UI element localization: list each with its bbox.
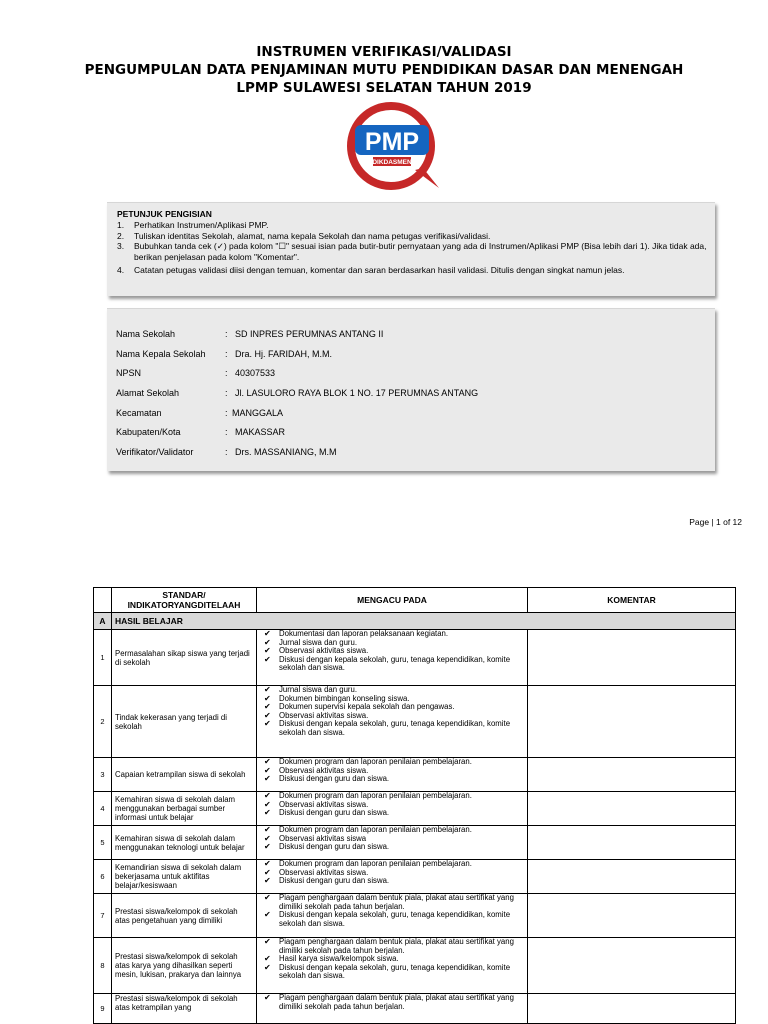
page-number: Page | 1 of 12 <box>689 517 742 527</box>
row-references <box>257 994 528 1024</box>
reference-item <box>260 809 524 818</box>
instructions-title: PETUNJUK PENGISIAN <box>117 209 212 219</box>
check-icon: ✔ <box>264 833 271 843</box>
reference-item <box>260 720 524 737</box>
check-icon: ✔ <box>264 629 271 638</box>
row-number: 2 <box>94 686 112 758</box>
identity-colon: : <box>225 329 228 339</box>
reference-text: Dokumen program dan laporan penilaian pembelajaran. <box>279 825 472 834</box>
row-standard: Tindak kekerasan yang terjadi di sekolah <box>112 686 257 758</box>
check-icon: ✔ <box>264 808 271 818</box>
reference-item <box>260 938 524 955</box>
identity-value: SD INPRES PERUMNAS ANTANG II <box>235 329 384 339</box>
check-icon: ✔ <box>264 719 271 729</box>
reference-text: Jurnal siswa dan guru. <box>279 685 358 694</box>
instruction-text: Perhatikan Instrumen/Aplikasi PMP. <box>134 220 269 230</box>
table-row <box>94 686 736 758</box>
row-references <box>257 792 528 826</box>
table-row <box>94 860 736 894</box>
instruction-number: 3. <box>117 241 125 251</box>
row-standard: Permasalahan sikap siswa yang terjadi di sekolah <box>112 630 257 686</box>
col-header-mengacu: MENGACU PADA <box>257 588 528 613</box>
logo-text: PMP <box>364 128 420 156</box>
col-header-standar: STANDAR/ INDIKATORYANGDITELAAH <box>112 588 257 613</box>
check-icon: ✔ <box>264 867 271 877</box>
table-row <box>94 792 736 826</box>
check-icon: ✔ <box>264 993 271 1002</box>
check-icon: ✔ <box>264 693 271 703</box>
row-comment-cell[interactable] <box>528 894 736 938</box>
reference-text: Diskusi dengan guru dan siswa. <box>279 774 390 784</box>
row-number: 8 <box>94 938 112 994</box>
table-row <box>94 938 736 994</box>
pmp-logo <box>335 100 455 196</box>
check-icon: ✔ <box>264 910 271 920</box>
reference-text: Dokumen program dan laporan penilaian pembelajaran. <box>279 791 472 800</box>
reference-item <box>260 656 524 673</box>
instructions-list <box>117 220 707 276</box>
identity-value: 40307533 <box>235 368 276 378</box>
reference-text: Piagam penghargaan dalam bentuk piala, plakat atau sertifikat yang dimiliki sekolah pada tahun berjalan. <box>279 893 514 911</box>
reference-item <box>260 911 524 928</box>
identity-colon: : <box>225 368 228 378</box>
row-standard: Kemahiran siswa di sekolah dalam menggunakan teknologi untuk belajar <box>112 826 257 860</box>
verification-table <box>93 587 736 1024</box>
instruction-item <box>117 231 707 242</box>
row-references <box>257 758 528 792</box>
row-number: 3 <box>94 758 112 792</box>
identity-value: MANGGALA <box>232 408 284 418</box>
row-references <box>257 860 528 894</box>
identity-label: Nama Sekolah <box>116 329 176 339</box>
check-icon: ✔ <box>264 954 271 964</box>
check-icon: ✔ <box>264 757 271 766</box>
row-number: 1 <box>94 630 112 686</box>
identity-label: Kecamatan <box>116 408 162 418</box>
row-number: 4 <box>94 792 112 826</box>
check-icon: ✔ <box>264 685 271 694</box>
table-row <box>94 630 736 686</box>
identity-label: Kabupaten/Kota <box>116 427 181 437</box>
reference-item <box>260 894 524 911</box>
identity-colon: : <box>225 349 228 359</box>
identity-value: MAKASSAR <box>235 427 286 437</box>
instruction-number: 1. <box>117 220 125 230</box>
row-number: 9 <box>94 994 112 1024</box>
reference-text: Diskusi dengan guru dan siswa. <box>279 876 390 886</box>
reference-text: Observasi aktivitas siswa. <box>279 799 369 809</box>
identity-label: Nama Kepala Sekolah <box>116 349 206 359</box>
section-row <box>94 613 736 630</box>
instruction-number: 2. <box>117 230 125 241</box>
reference-text: Hasil karya siswa/kelompok siswa. <box>279 954 399 964</box>
row-number: 5 <box>94 826 112 860</box>
reference-item <box>260 775 524 784</box>
identity-colon: : <box>225 388 228 398</box>
check-icon: ✔ <box>264 710 271 720</box>
reference-text: Diskusi dengan kepala sekolah, guru, tenaga kependidikan, komite sekolah dan siswa. <box>279 910 511 928</box>
row-comment-cell[interactable] <box>528 758 736 792</box>
reference-text: Jurnal siswa dan guru. <box>279 637 358 647</box>
identity-value: Jl. LASULORO RAYA BLOK 1 NO. 17 PERUMNAS ANTANG <box>235 388 479 398</box>
table-row <box>94 826 736 860</box>
check-icon: ✔ <box>264 825 271 834</box>
instruction-text: Bubuhkan tanda cek (✓) pada kolom "☐" sesuai isian pada butir-butir pernyataan yang ada di Instrumen/Aplikasi PMP (Bisa lebih dari 1). Jika tidak ada, berikan penjelasan pada kolom "Komentar". <box>134 241 707 262</box>
reference-text: Diskusi dengan guru dan siswa. <box>279 842 390 852</box>
row-standard: Kemandirian siswa di sekolah dalam bekerjasama untuk aktifitas belajar/kesiswaan <box>112 860 257 894</box>
reference-text: Observasi aktivitas siswa. <box>279 765 369 775</box>
section-code: A <box>94 613 112 630</box>
row-comment-cell[interactable] <box>528 938 736 994</box>
row-references <box>257 894 528 938</box>
instruction-text: Tuliskan identitas Sekolah, alamat, nama kepala Sekolah dan nama petugas verifikasi/validasi. <box>134 230 491 241</box>
check-icon: ✔ <box>264 654 271 664</box>
identity-label: Alamat Sekolah <box>116 388 180 398</box>
row-standard: Kemahiran siswa di sekolah dalam menggunakan berbagai sumber informasi untuk belajar <box>112 792 257 826</box>
reference-text: Diskusi dengan kepala sekolah, guru, tenaga kependidikan, komite sekolah dan siswa. <box>279 654 511 673</box>
identity-label: NPSN <box>116 368 142 378</box>
reference-text: Diskusi dengan guru dan siswa. <box>279 808 390 818</box>
school-identity-panel <box>107 308 715 471</box>
document-title-line2: PENGUMPULAN DATA PENJAMINAN MUTU PENDIDIKAN DASAR DAN MENENGAH <box>84 62 684 78</box>
row-comment-cell[interactable] <box>528 994 736 1024</box>
row-comment-cell[interactable] <box>528 860 736 894</box>
reference-text: Dokumentasi dan laporan pelaksanaan kegiatan. <box>279 629 449 638</box>
row-comment-cell[interactable] <box>528 630 736 686</box>
identity-colon: : <box>225 427 228 437</box>
reference-text: Dokumen bimbingan konseling siswa. <box>279 693 410 703</box>
reference-text: Piagam penghargaan dalam bentuk piala, plakat atau sertifikat yang dimiliki sekolah pada tahun berjalan. <box>279 993 514 1011</box>
row-references <box>257 938 528 994</box>
section-title: HASIL BELAJAR <box>112 613 736 630</box>
instruction-number: 4. <box>117 265 125 275</box>
reference-item <box>260 843 524 852</box>
row-standard: Prestasi siswa/kelompok di sekolah atas ketrampilan yang <box>112 994 257 1024</box>
table-row <box>94 994 736 1024</box>
identity-value: Drs. MASSANIANG, M.M <box>235 447 337 457</box>
row-comment-cell[interactable] <box>528 826 736 860</box>
identity-colon: : <box>225 408 228 418</box>
reference-item <box>260 877 524 886</box>
reference-text: Dokumen program dan laporan penilaian pembelajaran. <box>279 757 472 766</box>
check-icon: ✔ <box>264 799 271 809</box>
row-references <box>257 630 528 686</box>
reference-item <box>260 994 524 1011</box>
row-standard: Prestasi siswa/kelompok di sekolah atas karya yang dihasilkan seperti mesin, lukisan, prakarya dan lainnya <box>112 938 257 994</box>
check-icon: ✔ <box>264 702 271 712</box>
row-standard: Capaian ketrampilan siswa di sekolah <box>112 758 257 792</box>
reference-text: Diskusi dengan kepala sekolah, guru, tenaga kependidikan, komite sekolah dan siswa. <box>279 962 511 981</box>
check-icon: ✔ <box>264 937 271 946</box>
identity-value: Dra. Hj. FARIDAH, M.M. <box>235 349 333 359</box>
col-header-no <box>94 588 112 613</box>
document-title-line3: LPMP SULAWESI SELATAN TAHUN 2019 <box>236 80 532 96</box>
col-header-komentar: KOMENTAR <box>528 588 736 613</box>
row-references <box>257 686 528 758</box>
instruction-text: Catatan petugas validasi diisi dengan temuan, komentar dan saran berdasarkan hasil validasi. Ditulis dengan singkat namun jelas. <box>134 265 625 275</box>
check-icon: ✔ <box>264 637 271 647</box>
document-title-line1: INSTRUMEN VERIFIKASI/VALIDASI <box>256 44 512 60</box>
instruction-item <box>117 220 707 231</box>
row-number: 7 <box>94 894 112 938</box>
instructions-panel <box>107 202 715 296</box>
check-icon: ✔ <box>264 842 271 852</box>
reference-text: Dokumen program dan laporan penilaian pembelajaran. <box>279 859 472 868</box>
table-row <box>94 758 736 792</box>
row-number: 6 <box>94 860 112 894</box>
check-icon: ✔ <box>264 962 271 972</box>
check-icon: ✔ <box>264 876 271 886</box>
row-references <box>257 826 528 860</box>
check-icon: ✔ <box>264 765 271 775</box>
row-standard: Prestasi siswa/kelompok di sekolah atas pengetahuan yang dimiliki <box>112 894 257 938</box>
identity-colon: : <box>225 447 228 457</box>
reference-text: Observasi aktivitas siswa. <box>279 646 369 656</box>
logo-subtext: DIKDASMEN <box>372 159 412 166</box>
table-row <box>94 894 736 938</box>
reference-text: Diskusi dengan kepala sekolah, guru, tenaga kependidikan, komite sekolah dan siswa. <box>279 719 511 737</box>
reference-item <box>260 964 524 981</box>
instruction-item <box>117 265 707 276</box>
reference-text: Observasi aktivitas siswa. <box>279 710 369 720</box>
reference-text: Observasi aktivitas siswa. <box>279 867 369 877</box>
check-icon: ✔ <box>264 646 271 656</box>
check-icon: ✔ <box>264 774 271 784</box>
check-icon: ✔ <box>264 859 271 868</box>
row-comment-cell[interactable] <box>528 686 736 758</box>
check-icon: ✔ <box>264 893 271 902</box>
row-comment-cell[interactable] <box>528 792 736 826</box>
check-icon: ✔ <box>264 791 271 800</box>
reference-text: Piagam penghargaan dalam bentuk piala, plakat atau sertifikat yang dimiliki sekolah pada tahun berjalan. <box>279 937 514 955</box>
identity-label: Verifikator/Validator <box>116 447 194 457</box>
reference-text: Observasi aktivitas siswa <box>279 833 367 843</box>
reference-text: Dokumen supervisi kepala sekolah dan pengawas. <box>279 702 455 712</box>
instruction-item <box>117 241 707 262</box>
